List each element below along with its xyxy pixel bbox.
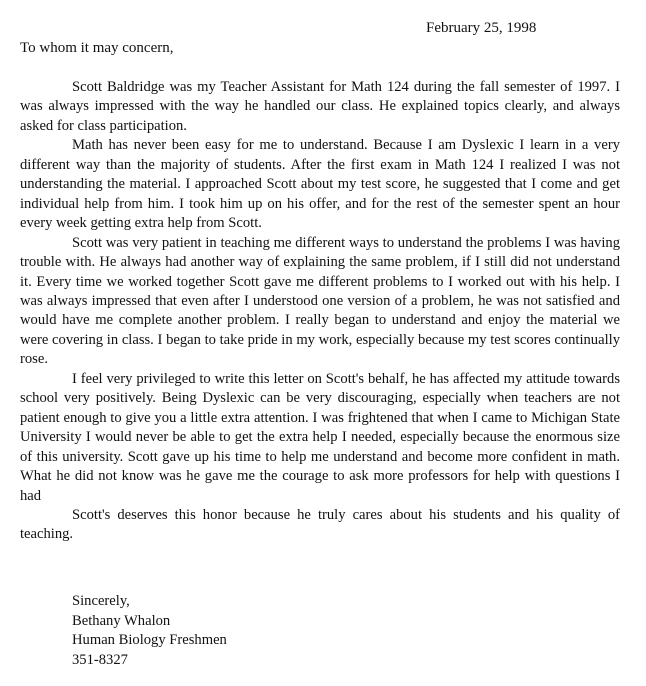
- signer-phone: 351-8327: [72, 651, 128, 668]
- salutation: To whom it may concern,: [20, 40, 174, 56]
- paragraph-honor: Scott's deserves this honor because he truly cares about his students and his quality of teaching.: [20, 506, 620, 543]
- letter-body: [20, 78, 620, 545]
- paragraph-privilege: I feel very privileged to write this letter on Scott's behalf, he has affected my attitude towards school very positively. Being Dyslexic can be very discouraging, especially when teachers are not patient enough to give you a little extra attention. I was frightened that when I came to Michigan State University I would never be able to get the extra help I needed, especially because the enormous size of this university. Scott gave up his time to help me understand and become more confident in math. What he did not know was he gave me the courage to ask more professors for help with questions I had: [20, 370, 620, 504]
- signature-block: [72, 592, 227, 670]
- paragraph-dyslexia: Math has never been easy for me to understand. Because I am Dyslexic I learn in a very different way than the majority of students. After the first exam in Math 124 I realized I was not understanding the material. I approached Scott about my test score, he suggested that I come and get individual help from him. I took him up on his offer, and for the rest of the semester spent an hour every week getting extra help from Scott.: [20, 137, 620, 232]
- signer-name: Bethany Whalon: [72, 612, 171, 629]
- letter-date: February 25, 1998: [426, 20, 537, 36]
- paragraph-ta-intro: Scott Baldridge was my Teacher Assistant for Math 124 during the fall semester of 1997. I was always impressed with the way he handled our class. He explained topics clearly, and always asked for class participation.: [20, 79, 620, 134]
- signer-title: Human Biology Freshmen: [72, 632, 227, 648]
- sign-off: Sincerely,: [72, 593, 130, 609]
- paragraph-patience: Scott was very patient in teaching me different ways to understand the problems I was having trouble with. He always had another way of explaining the same problem, if I still did not understand it. Every time we worked together Scott gave me different problems to I worked out with his help. I was always impressed that even after I understood one version of a problem, he was not satisfied and would have me complete another problem. I really began to understand and enjoy the material we were covering in class. I began to take pride in my work, especially because my test scores continually rose.: [20, 234, 620, 368]
